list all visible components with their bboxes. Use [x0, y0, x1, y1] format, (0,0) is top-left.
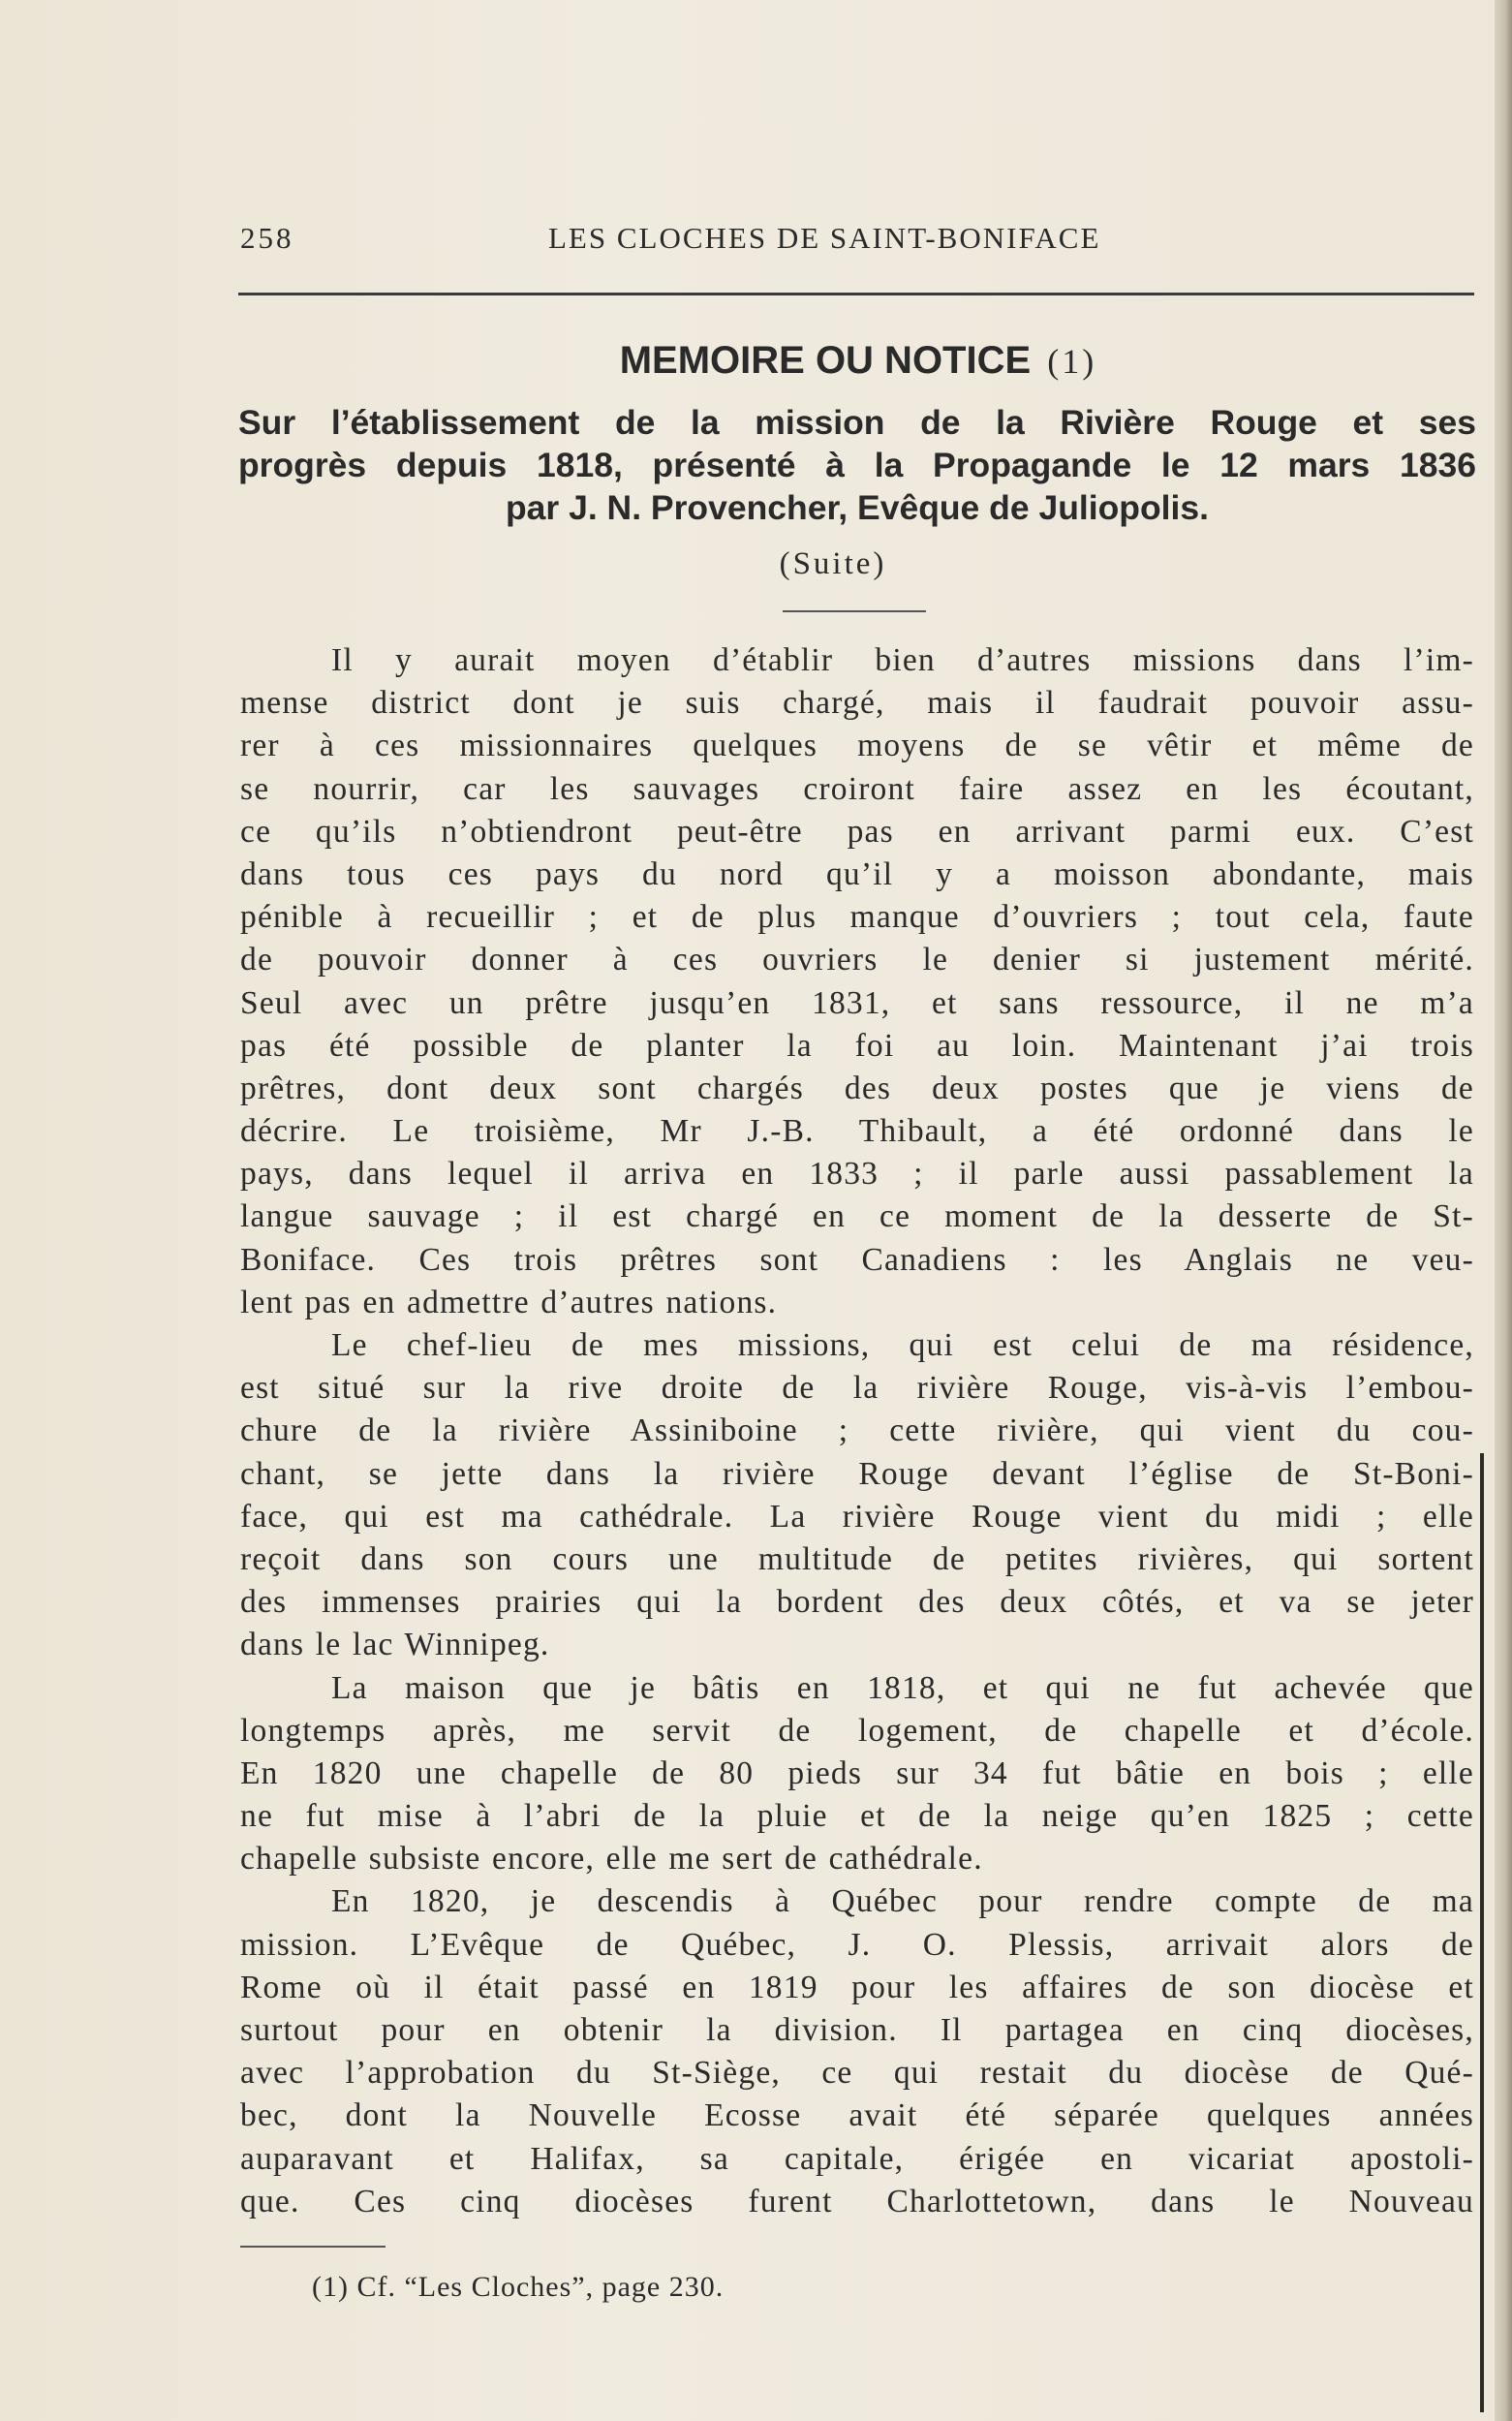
- body-line: prêtres, dont deux sont chargés des deux postes que je viens de: [240, 1070, 1474, 1106]
- body-line: ce qu’ils n’obtiendront peut-être pas en arrivant parmi eux. C’est: [240, 813, 1474, 850]
- body-line: des immenses prairies qui la bordent des deux côtés, et va se jeter: [240, 1584, 1474, 1621]
- body-line: rer à ces missionnaires quelques moyens de se vêtir et même de: [240, 728, 1474, 764]
- body-line: surtout pour en obtenir la division. Il partagea en cinq diocèses,: [240, 2012, 1474, 2048]
- body-line: dans le lac Winnipeg.: [240, 1627, 550, 1663]
- subtitle-line: Sur l’établissement de la mission de la Rivière Rouge et ses: [238, 403, 1476, 442]
- body-line: mission. L’Evêque de Québec, J. O. Plessis, arrivait alors de: [240, 1926, 1474, 1963]
- body-line: pays, dans lequel il arriva en 1833 ; il parle aussi passablement la: [240, 1156, 1474, 1193]
- header-rule: [238, 293, 1474, 295]
- running-head: LES CLOCHES DE SAINT-BONIFACE: [548, 221, 1101, 255]
- article-subtitle: [238, 401, 1476, 529]
- page-number: 258: [240, 221, 294, 255]
- body-line: auparavant et Halifax, sa capitale, érigée en vicariat apostoli-: [240, 2140, 1474, 2177]
- body-line: dans tous ces pays du nord qu’il y a moisson abondante, mais: [240, 855, 1474, 892]
- body-line: Rome où il était passé en 1819 pour les affaires de son diocèse et: [240, 1969, 1474, 2005]
- body-line: pénible à recueillir ; et de plus manque d’ouvriers ; tout cela, faute: [240, 899, 1474, 936]
- body-line: langue sauvage ; il est chargé en ce moment de la desserte de St-: [240, 1198, 1474, 1235]
- article-title: [240, 339, 1476, 383]
- body-line: Le chef-lieu de mes missions, qui est celui de ma résidence,: [331, 1327, 1474, 1363]
- body-line: La maison que je bâtis en 1818, et qui ne fut achevée que: [331, 1669, 1474, 1706]
- body-line: Seul avec un prêtre jusqu’en 1831, et sans ressource, il ne m’a: [240, 984, 1474, 1021]
- body-line: reçoit dans son cours une multitude de petites rivières, qui sortent: [240, 1540, 1474, 1577]
- body-line: chapelle subsiste encore, elle me sert de cathédrale.: [240, 1841, 983, 1878]
- body-line: Boniface. Ces trois prêtres sont Canadiens : les Anglais ne veu-: [240, 1241, 1474, 1278]
- body-line: face, qui est ma cathédrale. La rivière Rouge vient du midi ; elle: [240, 1498, 1474, 1535]
- body-line: chure de la rivière Assiniboine ; cette rivière, qui vient du cou-: [240, 1412, 1474, 1449]
- subtitle-line: par J. N. Provencher, Evêque de Juliopolis.: [505, 488, 1210, 527]
- body-line: Il y aurait moyen d’établir bien d’autres missions dans l’im-: [331, 642, 1474, 678]
- body-line: se nourrir, car les sauvages croiront faire assez en les écoutant,: [240, 770, 1474, 807]
- body-line: longtemps après, me servit de logement, de chapelle et d’école.: [240, 1712, 1474, 1749]
- body-line: En 1820 une chapelle de 80 pieds sur 34 fut bâtie en bois ; elle: [240, 1754, 1474, 1791]
- body-line: est situé sur la rive droite de la rivière Rouge, vis-à-vis l’embou-: [240, 1370, 1474, 1407]
- body-line: chant, se jette dans la rivière Rouge devant l’église de St-Boni-: [240, 1455, 1474, 1492]
- continuation-label: (Suite): [779, 546, 887, 581]
- body-line: décrire. Le troisième, Mr J.-B. Thibault, a été ordonné dans le: [240, 1113, 1474, 1150]
- continuation-rule: [783, 610, 926, 612]
- body-line: pas été possible de planter la foi au loin. Maintenant j’ai trois: [240, 1027, 1474, 1064]
- body-line: bec, dont la Nouvelle Ecosse avait été séparée quelques années: [240, 2097, 1474, 2134]
- body-line: de pouvoir donner à ces ouvriers le denier si justement mérité.: [240, 942, 1474, 978]
- title-footnote-ref: (1): [1047, 342, 1097, 381]
- page-header: [240, 221, 1470, 260]
- body-line: ne fut mise à l’abri de la pluie et de la neige qu’en 1825 ; cette: [240, 1798, 1474, 1835]
- title-text: MEMOIRE OU NOTICE: [619, 339, 1032, 382]
- adjacent-page-edge: [1495, 0, 1512, 2421]
- body-text: [240, 639, 1474, 2223]
- footnote: (1) Cf. “Les Cloches”, page 230.: [312, 2271, 725, 2303]
- body-line: mense district dont je suis chargé, mais il faudrait pouvoir assu-: [240, 685, 1474, 722]
- body-line: que. Ces cinq diocèses furent Charlottetown, dans le Nouveau: [240, 2183, 1474, 2219]
- body-line: lent pas en admettre d’autres nations.: [240, 1284, 778, 1320]
- body-line: avec l’approbation du St-Siège, ce qui restait du diocèse de Qué-: [240, 2055, 1474, 2092]
- footnote-rule: [240, 2246, 386, 2248]
- subtitle-line: progrès depuis 1818, présenté à la Propagande le 12 mars 1836: [238, 446, 1476, 484]
- binding-shadow: [1480, 1453, 1484, 2412]
- body-line: En 1820, je descendis à Québec pour rendre compte de ma: [331, 1883, 1474, 1920]
